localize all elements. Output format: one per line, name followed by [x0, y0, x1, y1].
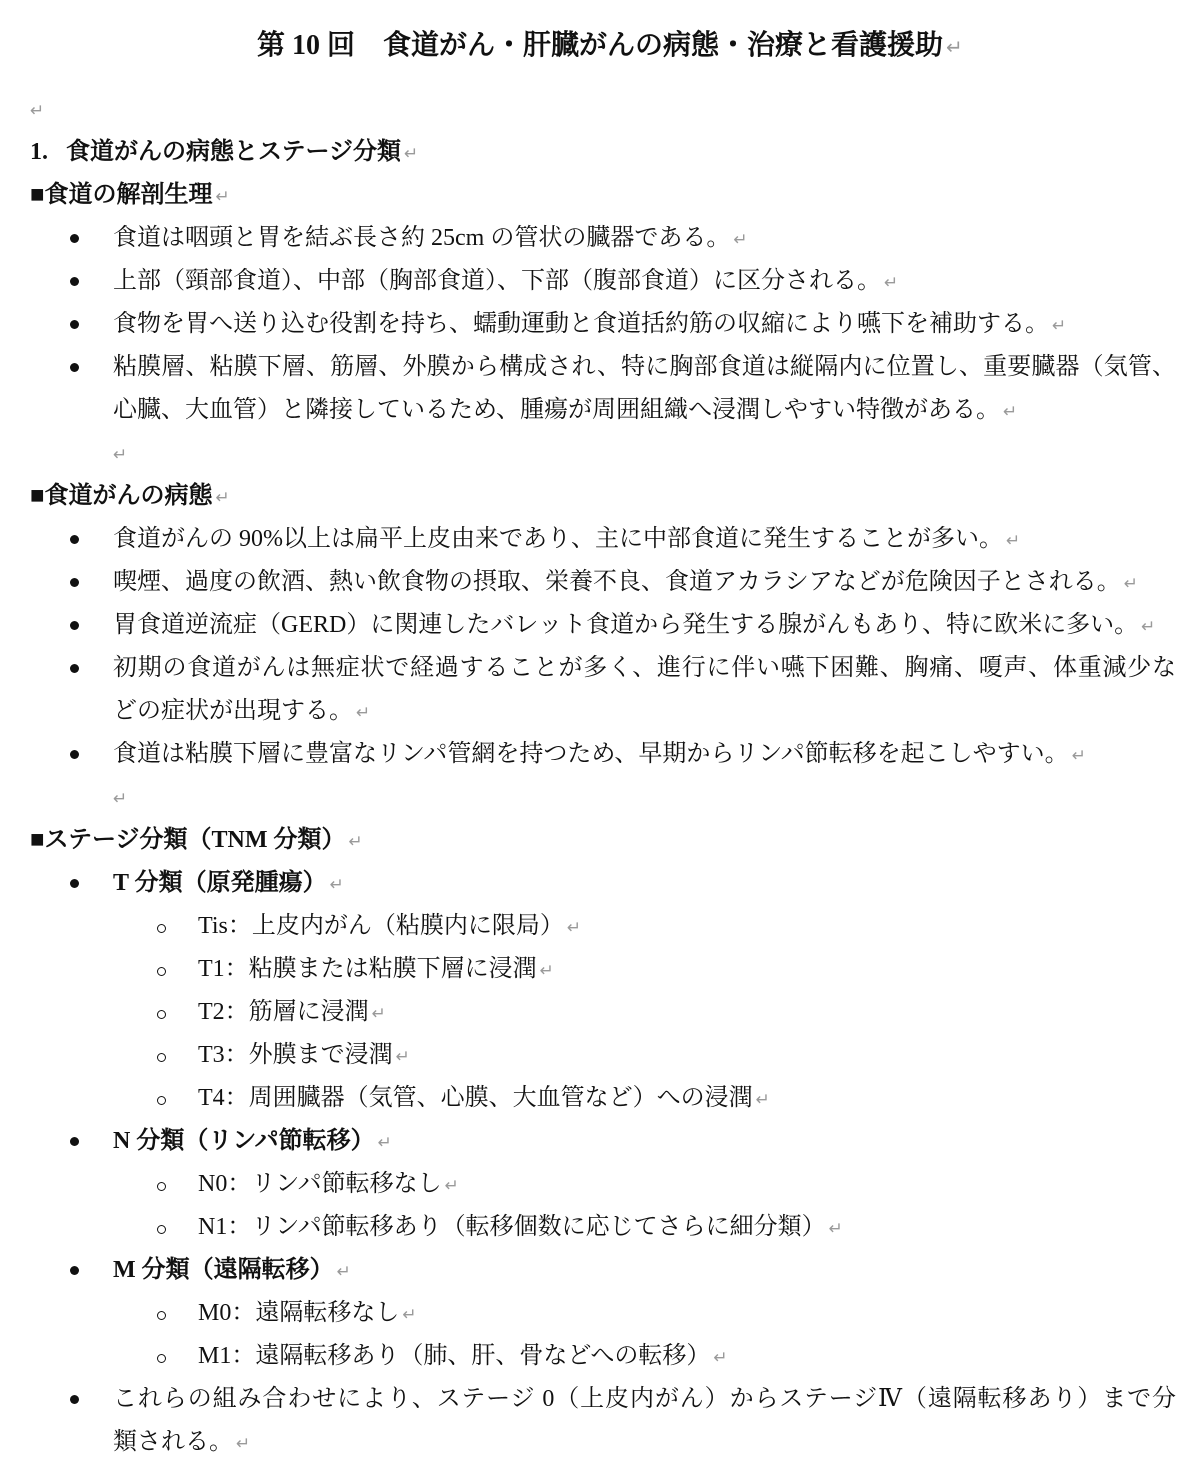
list-item-summary	[0, 1378, 1176, 1421]
bullet-marker	[70, 234, 79, 243]
subsection-heading-staging: ■ステージ分類（TNM 分類） ↵	[30, 827, 363, 853]
sub-list-item-text: M1：遠隔転移あり（肺、肝、骨などへの転移）	[198, 1343, 711, 1369]
sub-bullet-marker	[157, 1225, 166, 1234]
list-item	[0, 346, 1176, 389]
bullet-marker	[70, 750, 79, 759]
list-item-text: 食物を胃へ送り込む役割を持ち、蠕動運動と食道括約筋の収縮により嚥下を補助する。	[113, 311, 1049, 337]
bullet-marker	[70, 1395, 79, 1404]
sub-bullet-marker	[157, 924, 166, 933]
bullet-marker	[70, 1266, 79, 1275]
sub-bullet-marker	[157, 967, 166, 976]
sub-list-item-text: N0：リンパ節転移なし	[198, 1171, 442, 1197]
sub-list-item: Tis：上皮内がん（粘膜内に限局） ↵	[0, 905, 1176, 948]
list-item: 胃食道逆流症（GERD）に関連したバレット食道から発生する腺がんもあり、特に欧米に多い。 ↵	[0, 604, 1176, 647]
section-number: 1.	[30, 139, 48, 165]
list-item-label: M 分類（遠隔転移）	[113, 1257, 334, 1283]
list-item-continuation: 心臓、大血管）と隣接しているため、腫瘍が周囲組織へ浸潤しやすい特徴がある。 ↵	[113, 397, 1018, 423]
list-item: 食道は咽頭と胃を結ぶ長さ約 25cm の管状の臓器である。 ↵	[0, 217, 1176, 260]
list-item: 食物を胃へ送り込む役割を持ち、蠕動運動と食道括約筋の収縮により嚥下を補助する。 ↵	[0, 303, 1176, 346]
list-item-text-line: 心臓、大血管）と隣接しているため、腫瘍が周囲組織へ浸潤しやすい特徴がある。	[113, 397, 1001, 423]
sub-list-item-text: T1：粘膜または粘膜下層に浸潤	[198, 956, 537, 982]
sub-list-item-text: Tis：上皮内がん（粘膜内に限局）	[198, 913, 564, 939]
sub-list-item: T2：筋層に浸潤 ↵	[0, 991, 1176, 1034]
sub-list-item-text: T3：外膜まで浸潤	[198, 1042, 393, 1068]
subsection-heading-anatomy: ■食道の解剖生理 ↵	[30, 182, 230, 208]
bullet-marker	[70, 363, 79, 372]
bullet-marker	[70, 664, 79, 673]
bullet-marker	[70, 1137, 79, 1146]
list-item-text: 喫煙、過度の飲酒、熱い飲食物の摂取、栄養不良、食道アカラシアなどが危険因子とされる。	[113, 569, 1121, 595]
list-item-text-line: これらの組み合わせにより、ステージ 0（上皮内がん）からステージⅣ（遠隔転移あり）まで分	[113, 1386, 1176, 1412]
bullet-marker	[70, 277, 79, 286]
list-item	[0, 647, 1176, 690]
list-item-text: 食道は粘膜下層に豊富なリンパ管網を持つため、早期からリンパ節転移を起こしやすい。	[113, 741, 1069, 767]
list-item-m-classification: M 分類（遠隔転移） ↵	[0, 1249, 1176, 1292]
list-item-label: T 分類（原発腫瘍）	[113, 870, 327, 896]
sub-list-item-text: T2：筋層に浸潤	[198, 999, 369, 1025]
list-item-n-classification: N 分類（リンパ節転移） ↵	[0, 1120, 1176, 1163]
section-heading-text: 食道がんの病態とステージ分類	[66, 139, 402, 165]
list-item-text-line: 類される。	[113, 1429, 233, 1455]
sub-bullet-marker	[157, 1053, 166, 1062]
sub-list-item-text: N1：リンパ節転移あり（転移個数に応じてさらに細分類）	[198, 1214, 826, 1240]
bullet-marker	[70, 320, 79, 329]
sub-list-item: T4：周囲臓器（気管、心膜、大血管など）への浸潤 ↵	[0, 1077, 1176, 1120]
sub-list-item: N1：リンパ節転移あり（転移個数に応じてさらに細分類） ↵	[0, 1206, 1176, 1249]
list-item-continuation: 類される。 ↵	[113, 1429, 251, 1455]
list-item-t-classification: T 分類（原発腫瘍） ↵	[0, 862, 1176, 905]
sub-bullet-marker	[157, 1311, 166, 1320]
list-item-text: 胃食道逆流症（GERD）に関連したバレット食道から発生する腺がんもあり、特に欧米に多い。	[113, 612, 1139, 638]
sub-bullet-marker	[157, 1182, 166, 1191]
list-item-text: 上部（頸部食道）、中部（胸部食道）、下部（腹部食道）に区分される。	[113, 268, 881, 294]
list-item-continuation: どの症状が出現する。 ↵	[113, 698, 371, 724]
sub-list-item: T3：外膜まで浸潤 ↵	[0, 1034, 1176, 1077]
bullet-marker	[70, 535, 79, 544]
list-item-text: 食道は咽頭と胃を結ぶ長さ約 25cm の管状の臓器である。	[113, 225, 731, 251]
list-item-text-line: 初期の食道がんは無症状で経過することが多く、進行に伴い嚥下困難、胸痛、嗄声、体重減少な	[113, 655, 1176, 681]
sub-bullet-marker	[157, 1010, 166, 1019]
sub-list-item-text: T4：周囲臓器（気管、心膜、大血管など）への浸潤	[198, 1085, 753, 1111]
subsection-heading-text: ■食道の解剖生理	[30, 182, 213, 208]
empty-paragraph: ↵	[113, 789, 128, 809]
empty-paragraph: ↵	[30, 101, 45, 121]
list-item-text-line: どの症状が出現する。	[113, 698, 353, 724]
list-item: 食道がんの 90%以上は扁平上皮由来であり、主に中部食道に発生することが多い。 ↵	[0, 518, 1176, 561]
empty-paragraph: ↵	[113, 445, 128, 465]
bullet-marker	[70, 578, 79, 587]
document-title-text: 第 10 回 食道がん・肝臓がんの病態・治療と看護援助	[256, 30, 943, 61]
list-item: 喫煙、過度の飲酒、熱い飲食物の摂取、栄養不良、食道アカラシアなどが危険因子とされる。 ↵	[0, 561, 1176, 604]
subsection-heading-pathology: ■食道がんの病態 ↵	[30, 483, 230, 509]
subsection-heading-text: ■ステージ分類（TNM 分類）	[30, 827, 346, 853]
sub-list-item: M0：遠隔転移なし ↵	[0, 1292, 1176, 1335]
subsection-heading-text: ■食道がんの病態	[30, 483, 213, 509]
list-item: 上部（頸部食道）、中部（胸部食道）、下部（腹部食道）に区分される。 ↵	[0, 260, 1176, 303]
section-heading: 1. 食道がんの病態とステージ分類 ↵	[0, 131, 1176, 174]
sub-list-item: T1：粘膜または粘膜下層に浸潤 ↵	[0, 948, 1176, 991]
document-body	[0, 88, 1200, 1464]
list-item-text: 食道がんの 90%以上は扁平上皮由来であり、主に中部食道に発生することが多い。	[113, 526, 1003, 552]
list-item-label: N 分類（リンパ節転移）	[113, 1128, 375, 1154]
list-item-text-line: 粘膜層、粘膜下層、筋層、外膜から構成され、特に胸部食道は縦隔内に位置し、重要臓器（気管、	[113, 354, 1176, 380]
bullet-marker	[70, 621, 79, 630]
sub-list-item: M1：遠隔転移あり（肺、肝、骨などへの転移） ↵	[0, 1335, 1176, 1378]
document-title: 第 10 回 食道がん・肝臓がんの病態・治療と看護援助 ↵	[256, 30, 963, 61]
sub-list-item: N0：リンパ節転移なし ↵	[0, 1163, 1176, 1206]
sub-list-item-text: M0：遠隔転移なし	[198, 1300, 400, 1326]
sub-bullet-marker	[157, 1354, 166, 1363]
list-item: 食道は粘膜下層に豊富なリンパ管網を持つため、早期からリンパ節転移を起こしやすい。 ↵	[0, 733, 1176, 776]
sub-bullet-marker	[157, 1096, 166, 1105]
bullet-marker	[70, 879, 79, 888]
